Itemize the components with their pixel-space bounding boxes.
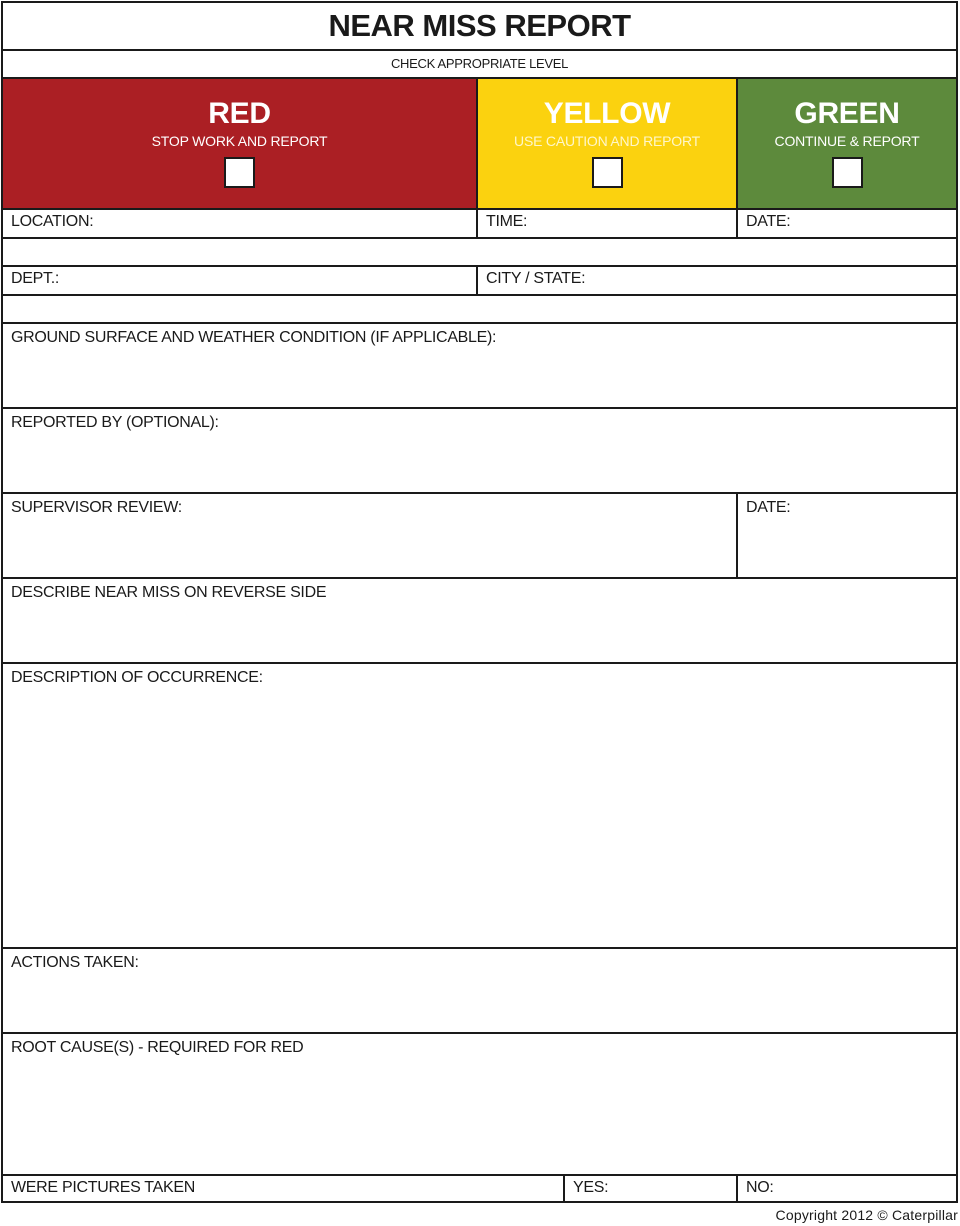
supervisor-row (3, 494, 956, 579)
level-red-name: RED (208, 97, 271, 130)
level-green-panel (736, 79, 956, 208)
root-cause-field[interactable]: ROOT CAUSE(S) - REQUIRED FOR RED (11, 1039, 304, 1056)
near-miss-report-form (1, 1, 958, 1203)
blank-row-2[interactable] (3, 296, 956, 324)
dept-field[interactable]: DEPT.: (11, 270, 59, 287)
location-field[interactable]: LOCATION: (11, 213, 94, 230)
level-red-description: STOP WORK AND REPORT (151, 133, 328, 149)
describe-reverse-note: DESCRIBE NEAR MISS ON REVERSE SIDE (11, 584, 327, 601)
location-row (3, 210, 956, 239)
pictures-yes-field[interactable]: YES: (563, 1176, 736, 1201)
reported-by-row (3, 409, 956, 494)
date-field[interactable]: DATE: (736, 210, 956, 237)
page-title: NEAR MISS REPORT (328, 8, 631, 43)
check-level-instruction: CHECK APPROPRIATE LEVEL (390, 56, 569, 71)
level-red-panel (3, 79, 476, 208)
actions-taken-row (3, 949, 956, 1034)
description-row (3, 664, 956, 949)
level-row (3, 79, 956, 210)
supervisor-review-field[interactable]: SUPERVISOR REVIEW: (11, 499, 182, 516)
level-yellow-panel (476, 79, 736, 208)
pictures-taken-label: WERE PICTURES TAKEN (11, 1179, 195, 1196)
subtitle-row (3, 51, 956, 79)
dept-row (3, 267, 956, 296)
level-green-name: GREEN (794, 97, 900, 130)
pictures-row (3, 1176, 956, 1201)
level-yellow-description: USE CAUTION AND REPORT (514, 133, 700, 149)
root-cause-row (3, 1034, 956, 1176)
ground-surface-row (3, 324, 956, 409)
title-row (3, 3, 956, 51)
pictures-no-field[interactable]: NO: (736, 1176, 956, 1201)
description-field[interactable]: DESCRIPTION OF OCCURRENCE: (11, 669, 263, 686)
level-green-description: CONTINUE & REPORT (774, 133, 920, 149)
blank-row-1[interactable] (3, 239, 956, 267)
copyright-notice: Copyright 2012 © Caterpillar (775, 1207, 958, 1223)
level-green-checkbox[interactable] (832, 157, 863, 188)
describe-reverse-row (3, 579, 956, 664)
city-state-field[interactable]: CITY / STATE: (476, 267, 956, 294)
level-red-checkbox[interactable] (224, 157, 255, 188)
ground-surface-field[interactable]: GROUND SURFACE AND WEATHER CONDITION (IF APPLICABLE): (11, 329, 497, 346)
reported-by-field[interactable]: REPORTED BY (OPTIONAL): (11, 414, 219, 431)
actions-taken-field[interactable]: ACTIONS TAKEN: (11, 954, 139, 971)
supervisor-date-field[interactable]: DATE: (736, 494, 956, 577)
time-field[interactable]: TIME: (476, 210, 736, 237)
level-yellow-name: YELLOW (543, 97, 671, 130)
level-yellow-checkbox[interactable] (592, 157, 623, 188)
